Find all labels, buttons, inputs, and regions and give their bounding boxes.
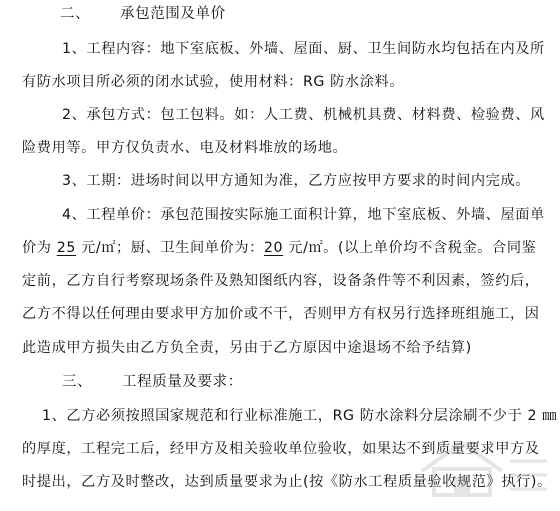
section-2-number: 二、 xyxy=(60,6,91,22)
item-4-line-4: 乙方不得以任何理由要求甲方加价或不干，否则甲方有权另行选择班组施工，因 xyxy=(22,306,540,322)
section-2-heading xyxy=(60,4,226,24)
section-3-heading xyxy=(62,372,243,392)
price-kitchen-bathroom: 20 xyxy=(263,240,284,256)
section-3-number: 三、 xyxy=(62,374,93,390)
section-2-title: 承包范围及单价 xyxy=(120,6,226,22)
item-1-line-1: 1、工程内容：地下室底板、外墙、屋面、厨、卫生间防水均包括在内及所 xyxy=(62,41,545,57)
item-4-line-1: 4、工程单价：承包范围按实际施工面积计算，地下室底板、外墙、屋面单 xyxy=(62,207,545,223)
item-4-line-3: 定前，乙方自行考察现场条件及熟知图纸内容，设备条件等不利因素，签约后， xyxy=(22,273,540,289)
item-4-line-2-prefix: 价为 xyxy=(22,240,57,256)
price-basement-wall-roof: 25 xyxy=(56,240,76,256)
item-5-line-2: 的厚度，工程完工后，经甲方及相关验收单位验收，如果达不到质量要求甲方及 xyxy=(22,441,540,457)
item-5-line-1: 1、乙方必须按照国家规范和行业标准施工，RG 防水涂料分层涂刷不少于 2 ㎜ xyxy=(42,408,558,424)
item-2-line-2: 险费用等。甲方仅负责水、电及材料堆放的场地。 xyxy=(22,140,348,156)
item-1-line-2: 有防水项目所必须的闭水试验，使用材料：RG 防水涂料。 xyxy=(22,74,405,90)
item-2-line-1: 2、承包方式：包工包料。如：人工费、机械机具费、材料费、检验费、风 xyxy=(62,107,545,123)
item-4-line-5: 此造成甲方损失由乙方负全责，另由于乙方原因中途退场不给予结算) xyxy=(22,340,472,356)
item-4-line-2 xyxy=(22,238,536,258)
section-3-title: 工程质量及要求： xyxy=(122,374,243,390)
item-3-line-1: 3、工期：进场时间以甲方通知为准，乙方应按甲方要求的时间内完成。 xyxy=(62,173,531,189)
item-4-line-2-suffix: 元/㎡。(以上单价均不含税金。合同鉴 xyxy=(283,240,537,256)
item-4-line-2-mid: 元/㎡；厨、卫生间单价为： xyxy=(75,240,264,256)
item-5-line-3: 时提出，乙方及时整改，达到质量要求为止(按《防水工程质量验收规范》执行)。 xyxy=(22,474,552,490)
